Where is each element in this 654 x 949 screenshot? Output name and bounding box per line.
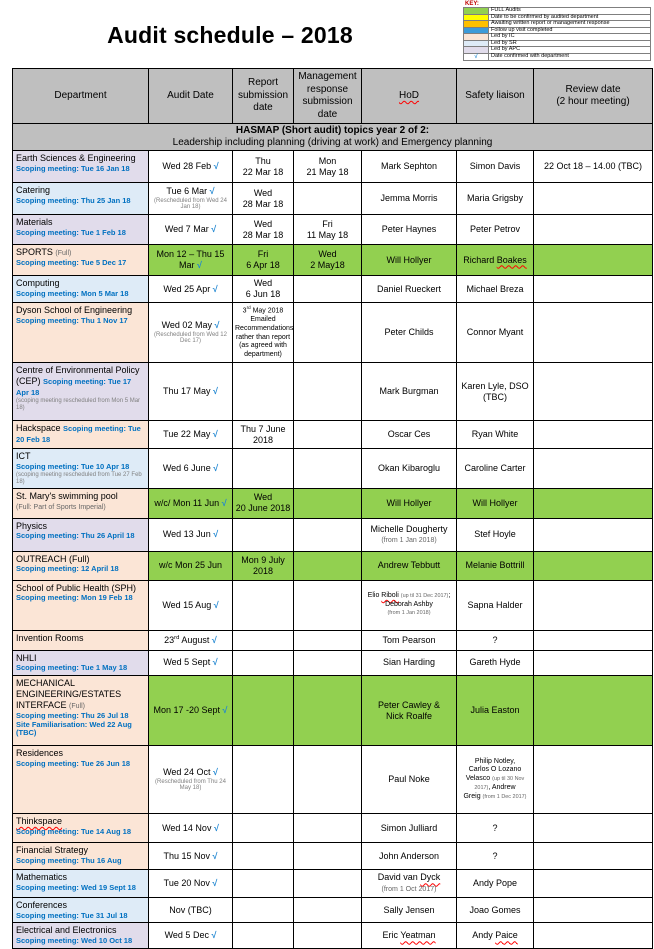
table-row: [13, 488, 653, 518]
management-response-cell: [294, 580, 362, 630]
hasmap-title: HASMAP (Short audit) topics year 2 of 2:: [235, 125, 430, 136]
key-row: [464, 53, 651, 61]
safety-liaison-cell: Andy Pope: [457, 870, 534, 898]
table-row: [13, 676, 653, 746]
table-row: [13, 551, 653, 580]
department-cell: Materials Scoping meeting: Tue 1 Feb 18: [13, 215, 149, 245]
hasmap-banner-cell: [13, 124, 653, 151]
report-submission-cell: Fri 6 Apr 18: [233, 245, 294, 276]
date-confirmed-checkmark-icon: √: [212, 657, 218, 668]
key-entry-label: Awaiting written report or management response: [489, 21, 651, 28]
audit-date-cell: Wed 13 Jun √: [149, 518, 233, 551]
safety-liaison-cell: Stef Hoyle: [457, 518, 534, 551]
key-entry-label: Led by IC: [489, 34, 651, 41]
table-row: [13, 518, 653, 551]
review-date-cell: [534, 676, 653, 746]
review-date-cell: [534, 276, 653, 303]
department-cell: Earth Sciences & Engineering Scoping meeting: Tue 16 Jan 18: [13, 151, 149, 183]
audit-date-cell: w/c/ Mon 11 Jun √: [149, 488, 233, 518]
date-confirmed-checkmark-icon: √: [213, 161, 219, 172]
report-submission-cell: 3rd May 2018 Emailed Recommendations rather than report (as agreed with department): [233, 303, 294, 363]
report-submission-cell: Wed 20 June 2018: [233, 488, 294, 518]
department-cell: Catering Scoping meeting: Thu 25 Jan 18: [13, 183, 149, 215]
report-submission-cell: [233, 676, 294, 746]
key-entry-label: Date to be confirmed by audited department: [489, 14, 651, 21]
safety-liaison-cell: Caroline Carter: [457, 449, 534, 489]
hod-cell: Will Hollyer: [362, 245, 457, 276]
department-cell: Hackspace Scoping meeting: Tue 20 Feb 18: [13, 421, 149, 449]
column-header-0: Department: [13, 69, 149, 124]
report-submission-cell: [233, 898, 294, 923]
date-confirmed-checkmark-icon: √: [222, 705, 228, 716]
key-label: KEY:: [465, 1, 479, 7]
report-submission-cell: [233, 580, 294, 630]
safety-liaison-cell: Ryan White: [457, 421, 534, 449]
audit-date-cell: Wed 24 Oct √ (Rescheduled from Thu 24 May 18): [149, 746, 233, 814]
department-cell: Residences Scoping meeting: Tue 26 Jun 18: [13, 746, 149, 814]
audit-date-cell: Mon 17 -20 Sept √: [149, 676, 233, 746]
audit-date-cell: Thu 15 Nov √: [149, 843, 233, 870]
table-row: [13, 421, 653, 449]
department-cell: Thinkspace Scoping meeting: Tue 14 Aug 18: [13, 814, 149, 843]
table-row: [13, 183, 653, 215]
department-cell: MECHANICAL ENGINEERING/ESTATES INTERFACE (Full) Scoping meeting: Thu 26 Jul 18 Site Familiarisation: Wed 22 Aug (TBC): [13, 676, 149, 746]
table-row: [13, 449, 653, 489]
table-row: [13, 923, 653, 948]
key-entry-label: Led by SR: [489, 40, 651, 47]
safety-liaison-cell: ?: [457, 843, 534, 870]
audit-date-cell: Wed 7 Mar √: [149, 215, 233, 245]
date-confirmed-checkmark-icon: √: [213, 599, 219, 610]
safety-liaison-cell: Sapna Halder: [457, 580, 534, 630]
date-confirmed-checkmark-icon: √: [221, 497, 227, 508]
department-cell: NHLI Scoping meeting: Tue 1 May 18: [13, 650, 149, 675]
review-date-cell: [534, 245, 653, 276]
column-header-6: Review date (2 hour meeting): [534, 69, 653, 124]
report-submission-cell: [233, 746, 294, 814]
date-confirmed-checkmark-icon: √: [212, 850, 218, 861]
report-submission-cell: Mon 9 July 2018: [233, 551, 294, 580]
review-date-cell: 22 Oct 18 – 14.00 (TBC): [534, 151, 653, 183]
audit-date-cell: Tue 20 Nov √: [149, 870, 233, 898]
hod-cell: Will Hollyer: [362, 488, 457, 518]
date-confirmed-checkmark-icon: √: [212, 767, 218, 778]
management-response-cell: [294, 449, 362, 489]
report-submission-cell: [233, 843, 294, 870]
management-response-cell: Fri 11 May 18: [294, 215, 362, 245]
department-cell: School of Public Health (SPH) Scoping meeting: Mon 19 Feb 18: [13, 580, 149, 630]
report-submission-cell: Thu 22 Mar 18: [233, 151, 294, 183]
table-row: [13, 843, 653, 870]
hod-cell: Paul Noke: [362, 746, 457, 814]
review-date-cell: [534, 814, 653, 843]
review-date-cell: [534, 488, 653, 518]
key-entry-label: Led by APC: [489, 47, 651, 54]
column-header-3: Management response submission date: [294, 69, 362, 124]
safety-liaison-cell: Simon Davis: [457, 151, 534, 183]
safety-liaison-cell: Julia Easton: [457, 676, 534, 746]
management-response-cell: [294, 551, 362, 580]
date-confirmed-checkmark-icon: √: [214, 320, 220, 330]
audit-date-cell: Mon 12 – Thu 15 Mar √: [149, 245, 233, 276]
hod-cell: Michelle Dougherty (from 1 Jan 2018): [362, 518, 457, 551]
management-response-cell: [294, 488, 362, 518]
management-response-cell: [294, 650, 362, 675]
audit-date-cell: Tue 6 Mar √ (Rescheduled from Wed 24 Jan 18): [149, 183, 233, 215]
report-submission-cell: [233, 923, 294, 948]
key-table: [463, 7, 651, 61]
management-response-cell: [294, 923, 362, 948]
department-cell: SPORTS (Full) Scoping meeting: Tue 5 Dec 17: [13, 245, 149, 276]
date-confirmed-checkmark-icon: √: [213, 822, 219, 833]
hasmap-subtitle: Leadership including planning (driving at work) and Emergency planning: [172, 137, 493, 148]
safety-liaison-cell: Michael Breza: [457, 276, 534, 303]
report-submission-cell: [233, 518, 294, 551]
review-date-cell: [534, 630, 653, 650]
key-entry-label: Follow up visit completed: [489, 27, 651, 34]
review-date-cell: [534, 746, 653, 814]
table-row: [13, 630, 653, 650]
table-row: [13, 151, 653, 183]
hod-cell: Sally Jensen: [362, 898, 457, 923]
safety-liaison-cell: ?: [457, 630, 534, 650]
date-confirmed-checkmark-icon: √: [213, 529, 219, 540]
management-response-cell: Wed 2 May18: [294, 245, 362, 276]
department-cell: Centre of Environmental Policy (CEP) Scoping meeting: Tue 17 Apr 18 (scoping meeting rescheduled from Mon 5 Mar 18): [13, 363, 149, 421]
safety-liaison-cell: Andy Paice: [457, 923, 534, 948]
hod-cell: Mark Burgman: [362, 363, 457, 421]
review-date-cell: [534, 421, 653, 449]
column-header-4: HoD: [362, 69, 457, 124]
safety-liaison-cell: Karen Lyle, DSO (TBC): [457, 363, 534, 421]
column-header-5: Safety liaison: [457, 69, 534, 124]
date-confirmed-checkmark-icon: √: [213, 386, 218, 397]
audit-schedule-table: [12, 68, 653, 949]
hasmap-banner-row: [13, 124, 653, 151]
hod-cell: Peter Childs: [362, 303, 457, 363]
table-row: [13, 580, 653, 630]
safety-liaison-cell: ?: [457, 814, 534, 843]
department-cell: ICT Scoping meeting: Tue 10 Apr 18 (scoping meeting rescheduled from Tue 27 Feb 18): [13, 449, 149, 489]
hod-cell: Andrew Tebbutt: [362, 551, 457, 580]
management-response-cell: [294, 630, 362, 650]
audit-date-cell: Wed 02 May √ (Rescheduled from Wed 12 Dec 17): [149, 303, 233, 363]
report-submission-cell: [233, 363, 294, 421]
department-cell: Computing Scoping meeting: Mon 5 Mar 18: [13, 276, 149, 303]
audit-date-cell: Wed 25 Apr √: [149, 276, 233, 303]
column-header-1: Audit Date: [149, 69, 233, 124]
management-response-cell: [294, 676, 362, 746]
table-row: [13, 898, 653, 923]
department-cell: Invention Rooms: [13, 630, 149, 650]
report-submission-cell: [233, 630, 294, 650]
management-response-cell: [294, 518, 362, 551]
hod-cell: Sian Harding: [362, 650, 457, 675]
audit-date-cell: Wed 28 Feb √: [149, 151, 233, 183]
management-response-cell: [294, 898, 362, 923]
safety-liaison-cell: Philip Notley, Carlos O Lozano Velasco (up til 30 Nov 2017), Andrew Greig (from 1 Dec 2017): [457, 746, 534, 814]
review-date-cell: [534, 303, 653, 363]
hod-cell: Peter Cawley & Nick Roalfe: [362, 676, 457, 746]
report-submission-cell: [233, 449, 294, 489]
hod-cell: Tom Pearson: [362, 630, 457, 650]
department-cell: Electrical and Electronics Scoping meeting: Wed 10 Oct 18: [13, 923, 149, 948]
date-confirmed-checkmark-icon: √: [197, 260, 202, 270]
table-row: [13, 215, 653, 245]
review-date-cell: [534, 843, 653, 870]
safety-liaison-cell: Joao Gomes: [457, 898, 534, 923]
report-submission-cell: [233, 870, 294, 898]
date-confirmed-checkmark-icon: √: [209, 186, 215, 196]
table-row: [13, 650, 653, 675]
report-submission-cell: Wed 28 Mar 18: [233, 183, 294, 215]
date-confirmed-checkmark-icon: √: [212, 283, 218, 294]
audit-date-cell: Wed 6 June √: [149, 449, 233, 489]
report-submission-cell: Thu 7 June 2018: [233, 421, 294, 449]
table-row: [13, 814, 653, 843]
management-response-cell: [294, 303, 362, 363]
review-date-cell: [534, 551, 653, 580]
review-date-cell: [534, 183, 653, 215]
hod-cell: Okan Kibaroglu: [362, 449, 457, 489]
audit-date-cell: Wed 15 Aug √: [149, 580, 233, 630]
date-confirmed-checkmark-icon: √: [212, 429, 218, 440]
page-title: Audit schedule – 2018: [107, 22, 353, 48]
audit-date-cell: Tue 22 May √: [149, 421, 233, 449]
management-response-cell: [294, 363, 362, 421]
table-row: [13, 746, 653, 814]
report-submission-cell: [233, 814, 294, 843]
department-cell: Conferences Scoping meeting: Tue 31 Jul 18: [13, 898, 149, 923]
department-cell: Physics Scoping meeting: Thu 26 April 18: [13, 518, 149, 551]
audit-date-cell: Wed 5 Sept √: [149, 650, 233, 675]
date-confirmed-checkmark-icon: √: [211, 224, 217, 235]
management-response-cell: [294, 870, 362, 898]
review-date-cell: [534, 650, 653, 675]
key-entry-label: FULL Audits: [489, 8, 651, 15]
management-response-cell: [294, 276, 362, 303]
review-date-cell: [534, 870, 653, 898]
review-date-cell: [534, 923, 653, 948]
review-date-cell: [534, 363, 653, 421]
management-response-cell: [294, 421, 362, 449]
report-submission-cell: [233, 650, 294, 675]
review-date-cell: [534, 449, 653, 489]
management-response-cell: [294, 183, 362, 215]
safety-liaison-cell: Connor Myant: [457, 303, 534, 363]
safety-liaison-cell: Maria Grigsby: [457, 183, 534, 215]
hod-cell: David van Dyck (from 1 Oct 2017): [362, 870, 457, 898]
audit-date-cell: w/c Mon 25 Jun: [149, 551, 233, 580]
review-date-cell: [534, 518, 653, 551]
department-cell: OUTREACH (Full) Scoping meeting: 12 April 18: [13, 551, 149, 580]
table-row: [13, 276, 653, 303]
date-confirmed-checkmark-icon: √: [211, 634, 217, 645]
department-cell: Financial Strategy Scoping meeting: Thu 16 Aug: [13, 843, 149, 870]
table-row: [13, 303, 653, 363]
table-row: [13, 870, 653, 898]
safety-liaison-cell: Will Hollyer: [457, 488, 534, 518]
review-date-cell: [534, 215, 653, 245]
hod-cell: Eric Yeatman: [362, 923, 457, 948]
hod-cell: John Anderson: [362, 843, 457, 870]
color-key: [463, 1, 651, 61]
report-submission-cell: Wed 28 Mar 18: [233, 215, 294, 245]
date-confirmed-checkmark-icon: √: [211, 930, 217, 941]
header-row: [13, 69, 653, 124]
department-cell: Mathematics Scoping meeting: Wed 19 Sept 18: [13, 870, 149, 898]
safety-liaison-cell: Melanie Bottrill: [457, 551, 534, 580]
review-date-cell: [534, 580, 653, 630]
department-cell: St. Mary's swimming pool (Full: Part of Sports Imperial): [13, 488, 149, 518]
table-row: [13, 245, 653, 276]
management-response-cell: [294, 814, 362, 843]
table-row: [13, 363, 653, 421]
report-submission-cell: Wed 6 Jun 18: [233, 276, 294, 303]
table-body: [13, 151, 653, 949]
safety-liaison-cell: Richard Boakes: [457, 245, 534, 276]
key-entry-label: Date confirmed with department: [489, 53, 651, 61]
audit-date-cell: Nov (TBC): [149, 898, 233, 923]
audit-date-cell: Thu 17 May √: [149, 363, 233, 421]
management-response-cell: Mon 21 May 18: [294, 151, 362, 183]
hod-cell: Jemma Morris: [362, 183, 457, 215]
hod-cell: Oscar Ces: [362, 421, 457, 449]
hod-cell: Simon Julliard: [362, 814, 457, 843]
key-checkmark-icon: √: [464, 53, 489, 61]
hod-cell: Mark Sephton: [362, 151, 457, 183]
audit-date-cell: Wed 14 Nov √: [149, 814, 233, 843]
hod-cell: Daniel Rueckert: [362, 276, 457, 303]
date-confirmed-checkmark-icon: √: [212, 878, 218, 889]
safety-liaison-cell: Gareth Hyde: [457, 650, 534, 675]
audit-date-cell: Wed 5 Dec √: [149, 923, 233, 948]
department-cell: Dyson School of Engineering Scoping meeting: Thu 1 Nov 17: [13, 303, 149, 363]
date-confirmed-checkmark-icon: √: [213, 462, 219, 473]
management-response-cell: [294, 843, 362, 870]
column-header-2: Report submission date: [233, 69, 294, 124]
hod-cell: Peter Haynes: [362, 215, 457, 245]
safety-liaison-cell: Peter Petrov: [457, 215, 534, 245]
management-response-cell: [294, 746, 362, 814]
audit-date-cell: 23rd August √: [149, 630, 233, 650]
hod-cell: Elio Riboli (up til 31 Dec 2017); Deborah Ashby (from 1 Jan 2018): [362, 580, 457, 630]
review-date-cell: [534, 898, 653, 923]
